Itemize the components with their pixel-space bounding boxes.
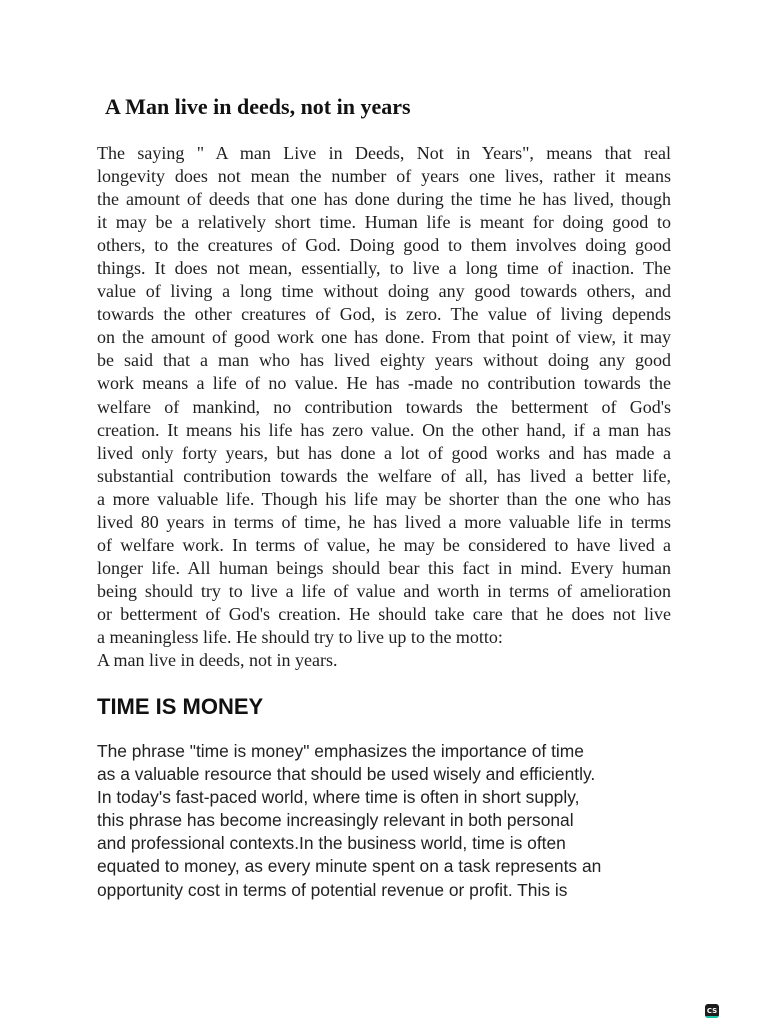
text-line: In today's fast-paced world, where time is often in short supply,: [97, 787, 580, 808]
text-line: The saying " A man Live in Deeds, Not in Years", means that real: [97, 143, 671, 163]
badge-label: CS: [706, 1007, 718, 1015]
section-body-deeds: [97, 142, 671, 672]
text-line: lived only forty years, but has done a lot of good works and has made a: [97, 442, 671, 463]
section-body-time-is-money: [97, 740, 677, 902]
camscanner-logo-icon: [705, 1004, 719, 1018]
text-line: a more valuable life. Though his life may be shorter than the one who has: [97, 488, 671, 509]
text-line: substantial contribution towards the welfare of all, has lived a better life,: [97, 465, 671, 486]
text-line: value of living a long time without doing any good towards others, and: [97, 281, 671, 302]
text-line: of welfare work. In terms of value, he may be considered to have lived a: [97, 534, 671, 555]
text-line: as a valuable resource that should be used wisely and efficiently.: [97, 764, 596, 785]
text-line: it may be a relatively short time. Human life is meant for doing good to: [97, 212, 671, 233]
text-line: or betterment of God's creation. He should take care that he does not live: [97, 603, 671, 624]
text-line: a meaningless life. He should try to live up to the motto:: [97, 626, 503, 647]
text-line: welfare of mankind, no contribution towards the betterment of God's: [97, 396, 671, 417]
text-line: things. It does not mean, essentially, to live a long time of inaction. The: [97, 258, 671, 279]
text-line: on the amount of good work one has done. From that point of view, it may: [97, 327, 671, 348]
text-line: longevity does not mean the number of years one lives, rather it means: [97, 166, 671, 187]
text-line: The phrase "time is money" emphasizes the importance of time: [97, 741, 584, 761]
text-line: being should try to live a life of value and worth in terms of amelioration: [97, 580, 671, 601]
text-line: lived 80 years in terms of time, he has lived a more valuable life in terms: [97, 511, 671, 532]
text-line: others, to the creatures of God. Doing good to them involves doing good: [97, 235, 671, 256]
text-line: this phrase has become increasingly relevant in both personal: [97, 810, 574, 831]
text-line: equated to money, as every minute spent on a task represents an: [97, 856, 602, 877]
badge-accent-stripe: [705, 1016, 719, 1018]
text-line: towards the other creatures of God, is zero. The value of living depends: [97, 304, 671, 325]
text-line: creation. It means his life has zero value. On the other hand, if a man has: [97, 419, 671, 440]
text-line: A man live in deeds, not in years.: [97, 650, 338, 671]
text-line: work means a life of no value. He has -made no contribution towards the: [97, 373, 671, 394]
text-line: the amount of deeds that one has done during the time he has lived, though: [97, 189, 671, 210]
section-title-time-is-money: TIME IS MONEY: [97, 694, 264, 719]
text-line: and professional contexts.In the business world, time is often: [97, 833, 566, 854]
text-line: opportunity cost in terms of potential revenue or profit. This is: [97, 879, 568, 900]
text-line: be said that a man who has lived eighty years without doing any good: [97, 350, 671, 371]
text-line: longer life. All human beings should bear this fact in mind. Every human: [97, 557, 671, 578]
section-title-deeds: A Man live in deeds, not in years: [105, 94, 411, 119]
